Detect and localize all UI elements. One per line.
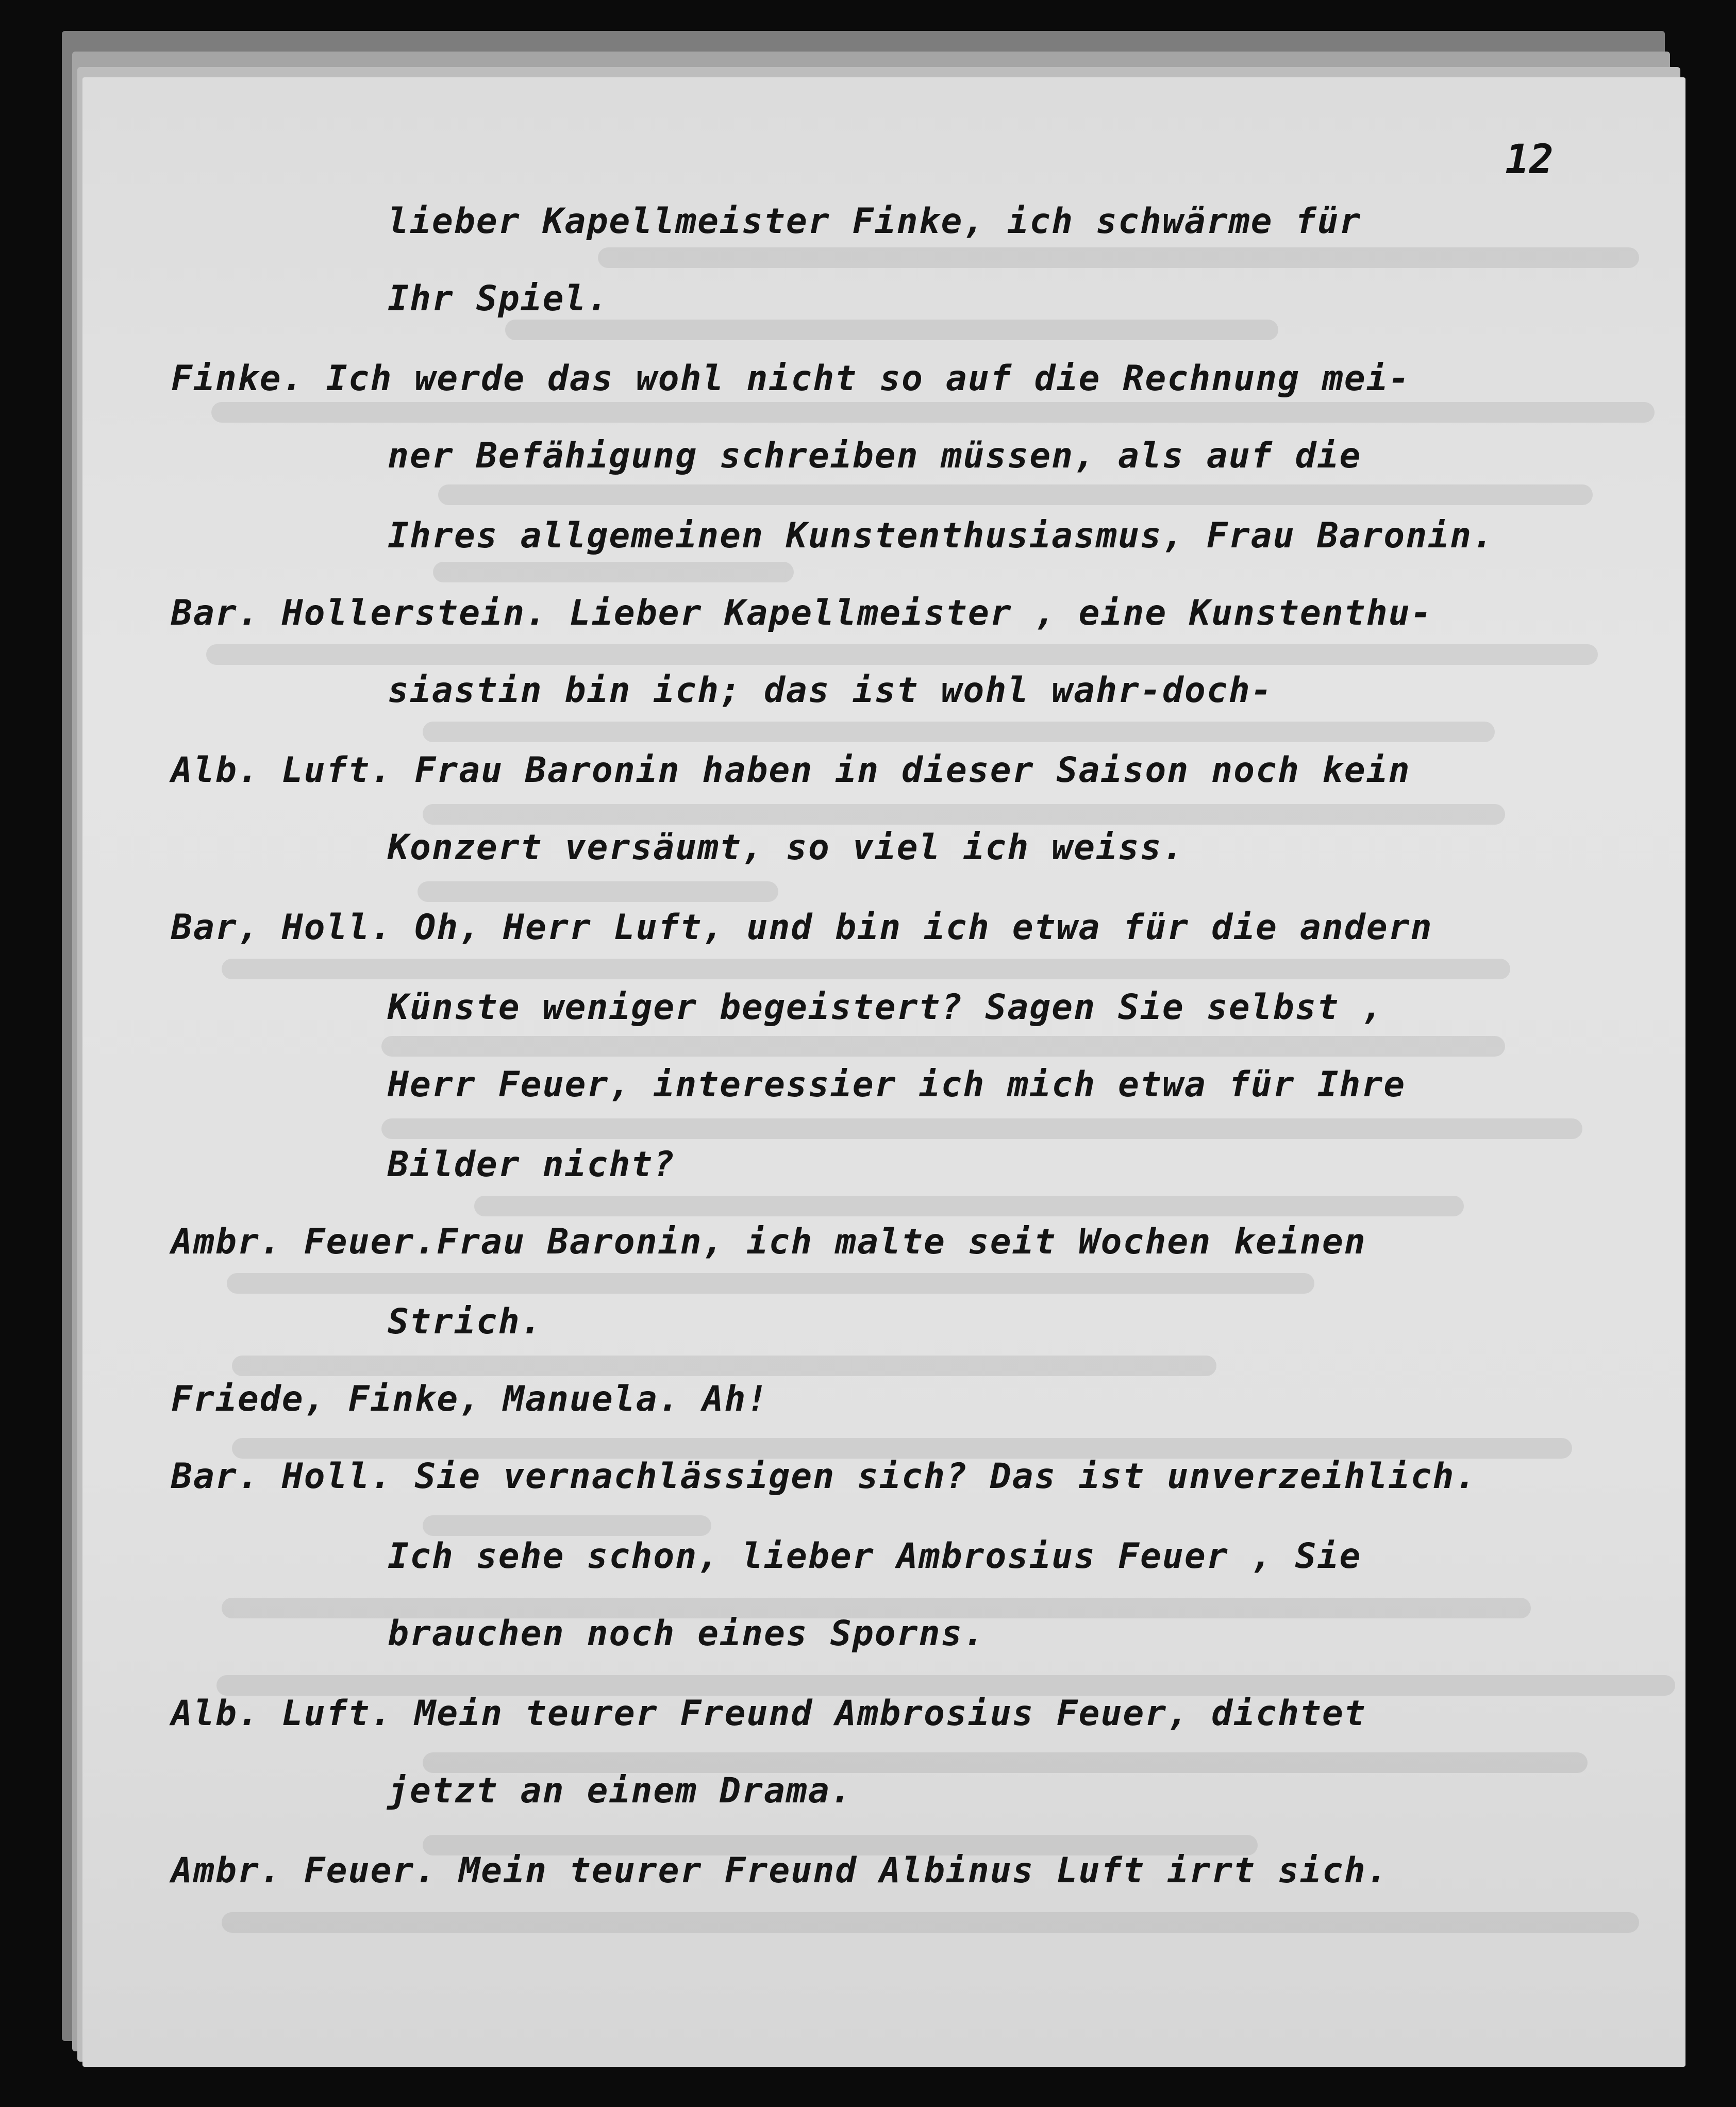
speaker-line: Alb. Luft. Mein teurer Freund Ambrosius Feuer, dichtet [171,1693,1366,1734]
speaker-line: Ambr. Feuer.Frau Baronin, ich malte seit Wochen keinen [171,1222,1366,1262]
script-line: ner Befähigung schreiben müssen, als auf die [388,436,1362,476]
script-line: lieber Kapellmeister Finke, ich schwärme für [388,201,1362,242]
speaker-line: Ambr. Feuer. Mein teurer Freund Albinus Luft irrt sich. [171,1850,1389,1891]
script-line: jetzt an einem Drama. [388,1770,853,1811]
typescript-page [82,77,1685,2067]
script-line: Künste weniger begeistert? Sagen Sie selbst , [388,987,1384,1028]
script-line: Bilder nicht? [388,1144,676,1185]
speaker-line: Bar, Holl. Oh, Herr Luft, und bin ich etwa für die andern [171,907,1433,948]
script-line: Ich sehe schon, lieber Ambrosius Feuer , Sie [388,1536,1362,1577]
script-line: Ihr Spiel. [388,278,609,319]
speaker-line: Bar. Hollerstein. Lieber Kapellmeister , eine Kunstenthu- [171,593,1433,633]
speaker-line: Friede, Finke, Manuela. Ah! [171,1379,769,1419]
script-line: Konzert versäumt, so viel ich weiss. [388,827,1184,868]
script-line: Strich. [388,1301,543,1342]
script-line: siastin bin ich; das ist wohl wahr-doch- [388,670,1273,711]
page-number: 12 [1505,137,1554,183]
script-line: Ihres allgemeinen Kunstenthusiasmus, Frau Baronin. [388,515,1494,556]
script-line: Herr Feuer, interessier ich mich etwa für Ihre [388,1064,1406,1105]
speaker-line: Finke. Ich werde das wohl nicht so auf die Rechnung mei- [171,358,1411,399]
script-line: brauchen noch eines Sporns. [388,1613,986,1654]
script-body [82,77,1685,2067]
speaker-line: Alb. Luft. Frau Baronin haben in dieser Saison noch kein [171,750,1411,791]
speaker-line: Bar. Holl. Sie vernachlässigen sich? Das ist unverzeihlich. [171,1456,1477,1497]
